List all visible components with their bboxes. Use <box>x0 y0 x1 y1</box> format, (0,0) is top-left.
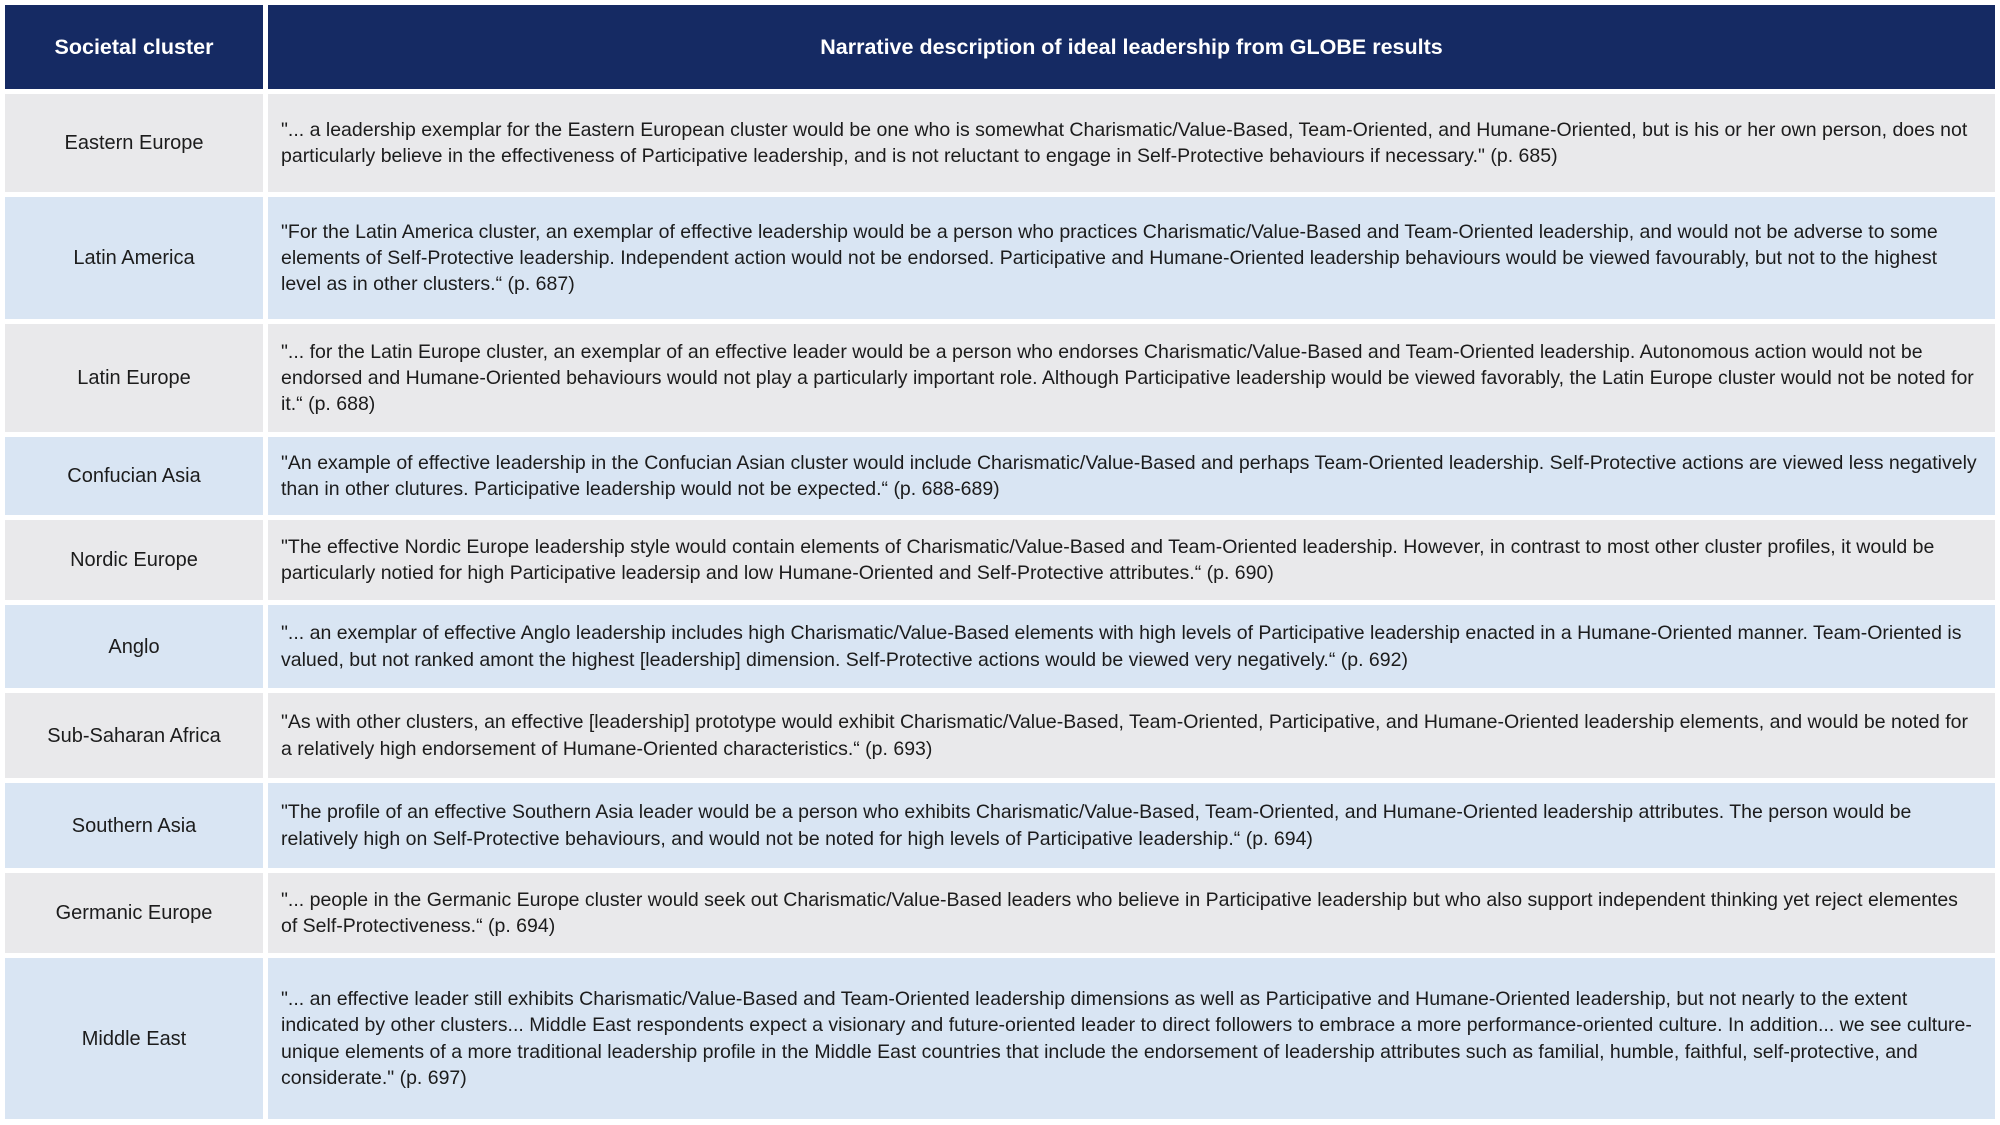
description-cell: "The effective Nordic Europe leadership style would contain elements of Charismatic/Value-Based and Team-Oriented leadership. However, in contrast to most other cluster profiles, it would be particularly notied for high Participative leadersip and low Humane-Oriented and Self-Protective attributes.“ (p. 690) <box>268 520 1995 600</box>
narrative-description-header: Narrative description of ideal leadership from GLOBE results <box>268 5 1995 89</box>
description-cell: "... a leadership exemplar for the Eastern European cluster would be one who is somewhat Charismatic/Value-Based, Team-Oriented, and Humane-Oriented, but is his or her own person, does not particularly believe in the effectiveness of Participative leadership, and is not reluctant to engage in Self-Protective behaviours if necessary." (p. 685) <box>268 94 1995 192</box>
cluster-cell: Eastern Europe <box>5 94 263 192</box>
societal-cluster-header: Societal cluster <box>5 5 263 89</box>
table-row <box>5 958 1995 1119</box>
cluster-cell: Germanic Europe <box>5 873 263 953</box>
table-row <box>5 873 1995 953</box>
description-cell: "The profile of an effective Southern Asia leader would be a person who exhibits Charismatic/Value-Based, Team-Oriented, and Humane-Oriented leadership attributes. The person would be relatively high on Self-Protective behaviours, and would not be noted for high levels of Participative leadership.“ (p. 694) <box>268 783 1995 868</box>
cluster-cell: Middle East <box>5 958 263 1119</box>
description-cell: "For the Latin America cluster, an exemplar of effective leadership would be a person who practices Charismatic/Value-Based and Team-Oriented leadership, and would not be adverse to some elements of Self-Protective leadership. Independent action would not be endorsed. Participative and Humane-Oriented leadership behaviours would be viewed favourably, but not to the highest level as in other clusters.“ (p. 687) <box>268 197 1995 319</box>
cluster-cell: Nordic Europe <box>5 520 263 600</box>
table-row <box>5 324 1995 432</box>
description-cell: "As with other clusters, an effective [leadership] prototype would exhibit Charismatic/Value-Based, Team-Oriented, Participative, and Humane-Oriented leadership elements, and would be noted for a relatively high endorsement of Humane-Oriented characteristics.“ (p. 693) <box>268 693 1995 778</box>
table-row <box>5 94 1995 192</box>
description-cell: "... an effective leader still exhibits Charismatic/Value-Based and Team-Oriented leadership dimensions as well as Participative and Humane-Oriented leadership, but not nearly to the extent indicated by other clusters... Middle East respondents expect a visionary and future-oriented leader to direct followers to embrace a more performance-oriented culture. In addition... we see culture-unique elements of a more traditional leadership profile in the Middle East countries that include the endorsement of leadership attributes such as familial, humble, faithful, self-protective, and considerate." (p. 697) <box>268 958 1995 1119</box>
table-row <box>5 693 1995 778</box>
description-cell: "... an exemplar of effective Anglo leadership includes high Charismatic/Value-Based elements with high levels of Participative leadership enacted in a Humane-Oriented manner. Team-Oriented is valued, but not ranked amont the highest [leadership] dimension. Self-Protective actions would be viewed very negatively.“ (p. 692) <box>268 605 1995 688</box>
table-header-row <box>5 5 1995 89</box>
table-row <box>5 605 1995 688</box>
description-cell: "... for the Latin Europe cluster, an exemplar of an effective leader would be a person who endorses Charismatic/Value-Based and Team-Oriented leadership. Autonomous action would not be endorsed and Humane-Oriented behaviours would not play a particularly important role. Although Participative leadership would be viewed favorably, the Latin Europe cluster would not be noted for it.“ (p. 688) <box>268 324 1995 432</box>
cluster-cell: Latin America <box>5 197 263 319</box>
table-row <box>5 520 1995 600</box>
cluster-cell: Latin Europe <box>5 324 263 432</box>
cluster-cell: Sub-Saharan Africa <box>5 693 263 778</box>
cluster-cell: Confucian Asia <box>5 437 263 515</box>
cluster-cell: Anglo <box>5 605 263 688</box>
table-row <box>5 437 1995 515</box>
description-cell: "An example of effective leadership in the Confucian Asian cluster would include Charismatic/Value-Based and perhaps Team-Oriented leadership. Self-Protective actions are viewed less negatively than in other clutures. Participative leadership would not be expected.“ (p. 688-689) <box>268 437 1995 515</box>
table-row <box>5 783 1995 868</box>
table-row <box>5 197 1995 319</box>
cluster-cell: Southern Asia <box>5 783 263 868</box>
description-cell: "... people in the Germanic Europe cluster would seek out Charismatic/Value-Based leaders who believe in Participative leadership but who also support independent thinking yet reject elementes of Self-Protectiveness.“ (p. 694) <box>268 873 1995 953</box>
